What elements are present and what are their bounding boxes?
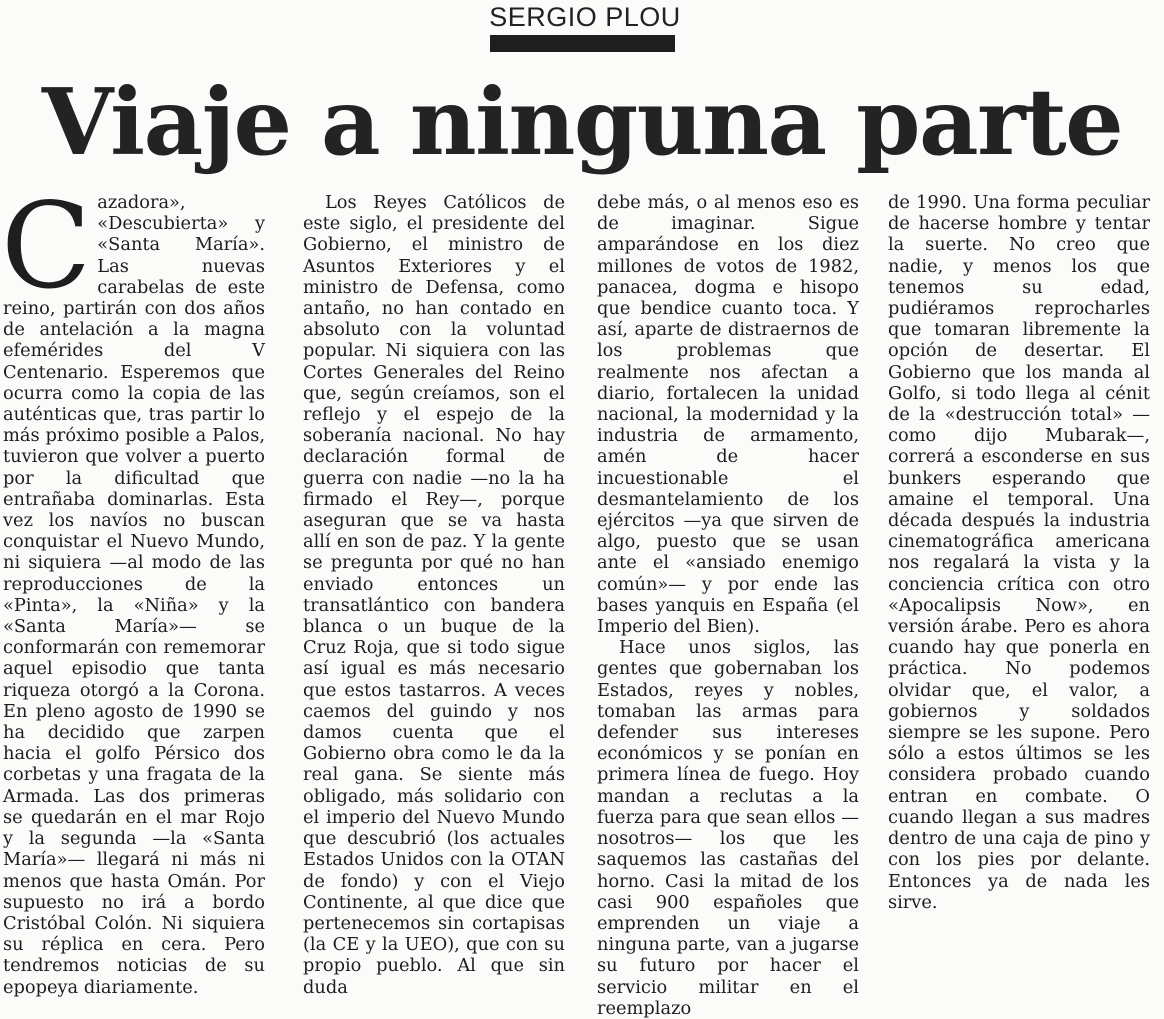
author-bar xyxy=(490,35,675,52)
paragraph: Los Reyes Católicos de este siglo, el presidente del Gobierno, el ministro de Asuntos Exteriores y el ministro de Defensa, como antaño, no han contado en absoluto con la voluntad popular. Ni siquiera con las Cortes Generales del Reino que, según creíamos, son el reflejo y el espejo de la soberanía nacional. No hay declaración formal de guerra con nadie —no la ha firmado el Rey—, porque aseguran que se va hasta allí en son de paz. Y la gente se pregunta por qué no han enviado entonces un transatlántico con bandera blanca o un buque de la Cruz Roja, que si todo sigue así igual es más necesario que estos tastarros. A veces caemos del guindo y nos damos cuenta que el Gobierno obra como le da la real gana. Se siente más obligado, más solidario con el imperio del Nuevo Mundo que descubrió (los actuales Estados Unidos con la OTAN de fondo) y con el Viejo Continente, al que dice que pertenecemos sin cortapisas (la CE y la UEO), que con su propio pueblo. Al que sin duda xyxy=(303,192,565,998)
headline: Viaje a ninguna parte xyxy=(41,68,1123,176)
paragraph-text: azadora», «Descubierta» y «Santa María». Las nuevas carabelas de este reino, partirán con dos años de antelación a la magna efemérides del V Centenario. Esperemos que ocurra como la copia de las auténticas que, tras partir lo más próximo posible a Palos, tuvieron que volver a puerto por la dificultad que entrañaba dominarlas. Esta vez los navíos no buscan conquistar el Nuevo Mundo, ni siquiera —al modo de las reproducciones de la «Pinta», la «Niña» y la «Santa María»— se conformarán con rememorar aquel episodio que tanta riqueza otorgó a la Corona. En pleno agosto de 1990 se ha decidido que zarpen hacia el golfo Pérsico dos corbetas y una fragata de la Armada. Las dos primeras se quedarán en el mar Rojo y la segunda —la «Santa María»— llegará ni más ni menos que hasta Omán. Por supuesto no irá a bordo Cristóbal Colón. Ni siquiera su réplica en cera. Pero tendremos noticias de su epopeya diariamente. xyxy=(3,192,265,998)
column-1 xyxy=(1,177,265,998)
author-name: SERGIO PLOU xyxy=(489,2,681,32)
drop-cap: C xyxy=(1,177,92,315)
paragraph: debe más, o al menos eso es de imaginar. Sigue amparándose en los diez millones de votos de 1982, panacea, dogma e hisopo que bendice cuanto toca. Y así, aparte de distraernos de los problemas que realmente nos afectan a diario, fortalecen la unidad nacional, la modernidad y la industria de armamento, amén de hacer incuestionable el desmantelamiento de los ejércitos —ya que sirven de algo, puesto que se usan ante el «ansiado enemigo común»— y por ende las bases yanquis en España (el Imperio del Bien). xyxy=(597,192,859,638)
paragraph: Hace unos siglos, las gentes que gobernaban los Estados, reyes y nobles, tomaban las armas para defender sus intereses económicos y se ponían en primera línea de fuego. Hoy mandan a reclutas a la fuerza para que sean ellos —nosotros— los que les saquemos las castañas del horno. Casi la mitad de los casi 900 españoles que emprenden un viaje a ninguna parte, van a jugarse su futuro por hacer el servicio militar en el reemplazo xyxy=(597,637,859,1019)
column-4 xyxy=(888,192,1150,913)
paragraph xyxy=(1,177,265,998)
paragraph: de 1990. Una forma peculiar de hacerse hombre y tentar la suerte. No creo que nadie, y menos los que tenemos su edad, pudiéramos reprocharles que tomaran libremente la opción de desertar. El Gobierno que los manda al Golfo, si todo llega al cénit de la «destrucción total» —como dijo Mubarak—, correrá a esconderse en sus bunkers esperando que amaine el temporal. Una década después la industria cinematográfica americana nos regalará la vista y la conciencia crítica con otro «Apocalipsis Now», en versión árabe. Pero es ahora cuando hay que ponerla en práctica. No podemos olvidar que, el valor, a gobiernos y soldados siempre se les supone. Pero sólo a estos últimos se les considera probado cuando entran en combate. O cuando llegan a sus madres dentro de una caja de pino y con los pies por delante. Entonces ya de nada les sirve. xyxy=(888,192,1150,913)
column-3 xyxy=(597,192,859,1019)
column-2 xyxy=(303,192,565,998)
